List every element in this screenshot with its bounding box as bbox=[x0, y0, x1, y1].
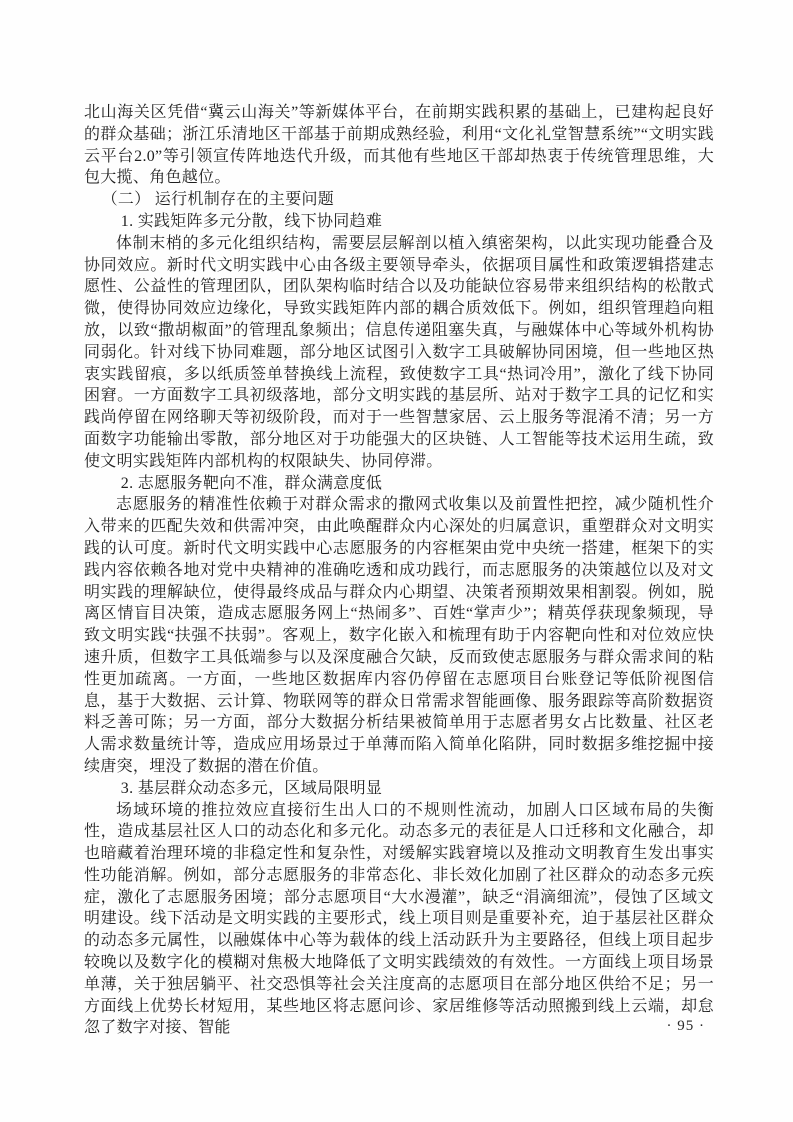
page-number: · 95 · bbox=[666, 1018, 705, 1034]
paragraph: 场域环境的推拉效应直接衍生出人口的不规则性流动，加剧人口区域布局的失衡性，造成基层社区人口的动态化和多元化。动态多元的表征是人口迁移和文化融合，却也暗藏着治理环境的非稳定性和复杂性，对缓解实践窘境以及推动文明教育生发出事实性功能消解。例如，部分志愿服务的非常态化、非长效化加剧了社区群众的动态多元疾症，激化了志愿服务困境；部分志愿项目“大水漫灌”，缺乏“涓滴细流”，侵蚀了区域文明建设。线下活动是文明实践的主要形式，线上项目则是重要补充，迫于基层社区群众的动态多元属性，以融媒体中心等为载体的线上活动跃升为主要路径，但线上项目起步较晚以及数字化的模糊对焦极大地降低了文明实践绩效的有效性。一方面线上项目场景单薄，关于独居躺平、社交恐惧等社会关注度高的志愿项目在部分地区供给不足；另一方面线上优势长材短用，某些地区将志愿问诊、家居维修等活动照搬到线上云端，却怠忽了数字对接、智能 bbox=[84, 801, 714, 1037]
paragraph: 志愿服务的精准性依赖于对群众需求的撒网式收集以及前置性把控，减少随机性介入带来的匹配失效和供需冲突，由此唤醒群众内心深处的归属意识，重塑群众对文明实践的认可度。新时代文明实践中心志愿服务的内容框架由党中央统一搭建，框架下的实践内容依赖各地对党中央精神的准确吃透和成功践行，而志愿服务的决策越位以及对文明实践的理解缺位，使得最终成品与群众内心期望、决策者预期效果相割裂。例如，脱离区情盲目决策，造成志愿服务网上“热闹多”、百姓“掌声少”；精英俘获现象频现，导致文明实践“扶强不扶弱”。客观上，数字化嵌入和梳理有助于内容靶向性和对位效应快速升质，但数字工具低端参与以及深度融合欠缺，反而致使志愿服务与群众需求间的粘性更加疏离。一方面，一些地区数据库内容仍停留在志愿项目台账登记等低阶视图信息，基于大数据、云计算、物联网等的群众日常需求智能画像、服务跟踪等高阶数据资料乏善可陈；另一方面，部分大数据分析结果被简单用于志愿者男女占比数量、社区老人需求数量统计等，造成应用场景过于单薄而陷入简单化陷阱，同时数据多维挖掘中接续唐突，埋没了数据的潜在价值。 bbox=[84, 496, 714, 775]
paragraph: 体制末梢的多元化组织结构，需要层层解剖以植入缜密架构，以此实现功能叠合及协同效应。新时代文明实践中心由各级主要领导牵头，依据项目属性和政策逻辑搭建志愿性、公益性的管理团队，团队架构临时结合以及功能缺位容易带来组织结构的松散式微，使得协同效应边缘化，导致实践矩阵内部的耦合质效低下。例如，组织管理趋向粗放，以致“撒胡椒面”的管理乱象频出；信息传递阻塞失真，与融媒体中心等域外机构协同弱化。针对线下协同难题，部分地区试图引入数字工具破解协同困境，但一些地区热衷实践留痕，多以纸质签单替换线上流程，致使数字工具“热词冷用”，激化了线下协同困窘。一方面数字工具初级落地，部分文明实践的基层所、站对于数字工具的记忆和实践尚停留在网络聊天等初级阶段，而对于一些智慧家居、云上服务等混淆不清；另一方面数字功能输出零散，部分地区对于功能强大的区块链、人工智能等技术运用生疏，致使文明实践矩阵内部机构的权限缺失、协同停滞。 bbox=[84, 234, 714, 470]
page-body bbox=[84, 102, 714, 1039]
sub-heading-2: 2. 志愿服务靶向不准，群众满意度低 bbox=[120, 474, 383, 492]
sub-heading-1: 1. 实践矩阵多元分散，线下协同趋难 bbox=[120, 212, 383, 230]
paragraph-continuation: 北山海关区凭借“冀云山海关”等新媒体平台，在前期实践积累的基础上，已建构起良好的群众基础；浙江乐清地区干部基于前期成熟经验，利用“文化礼堂智慧系统”“文明实践云平台2.0”等引领宣传阵地迭代升级，而其他有些地区干部却热衷于传统管理思维，大包大揽、角色越位。 bbox=[84, 104, 714, 187]
section-heading: （二） 运行机制存在的主要问题 bbox=[101, 191, 335, 209]
sub-heading-3: 3. 基层群众动态多元，区域局限明显 bbox=[120, 779, 383, 797]
